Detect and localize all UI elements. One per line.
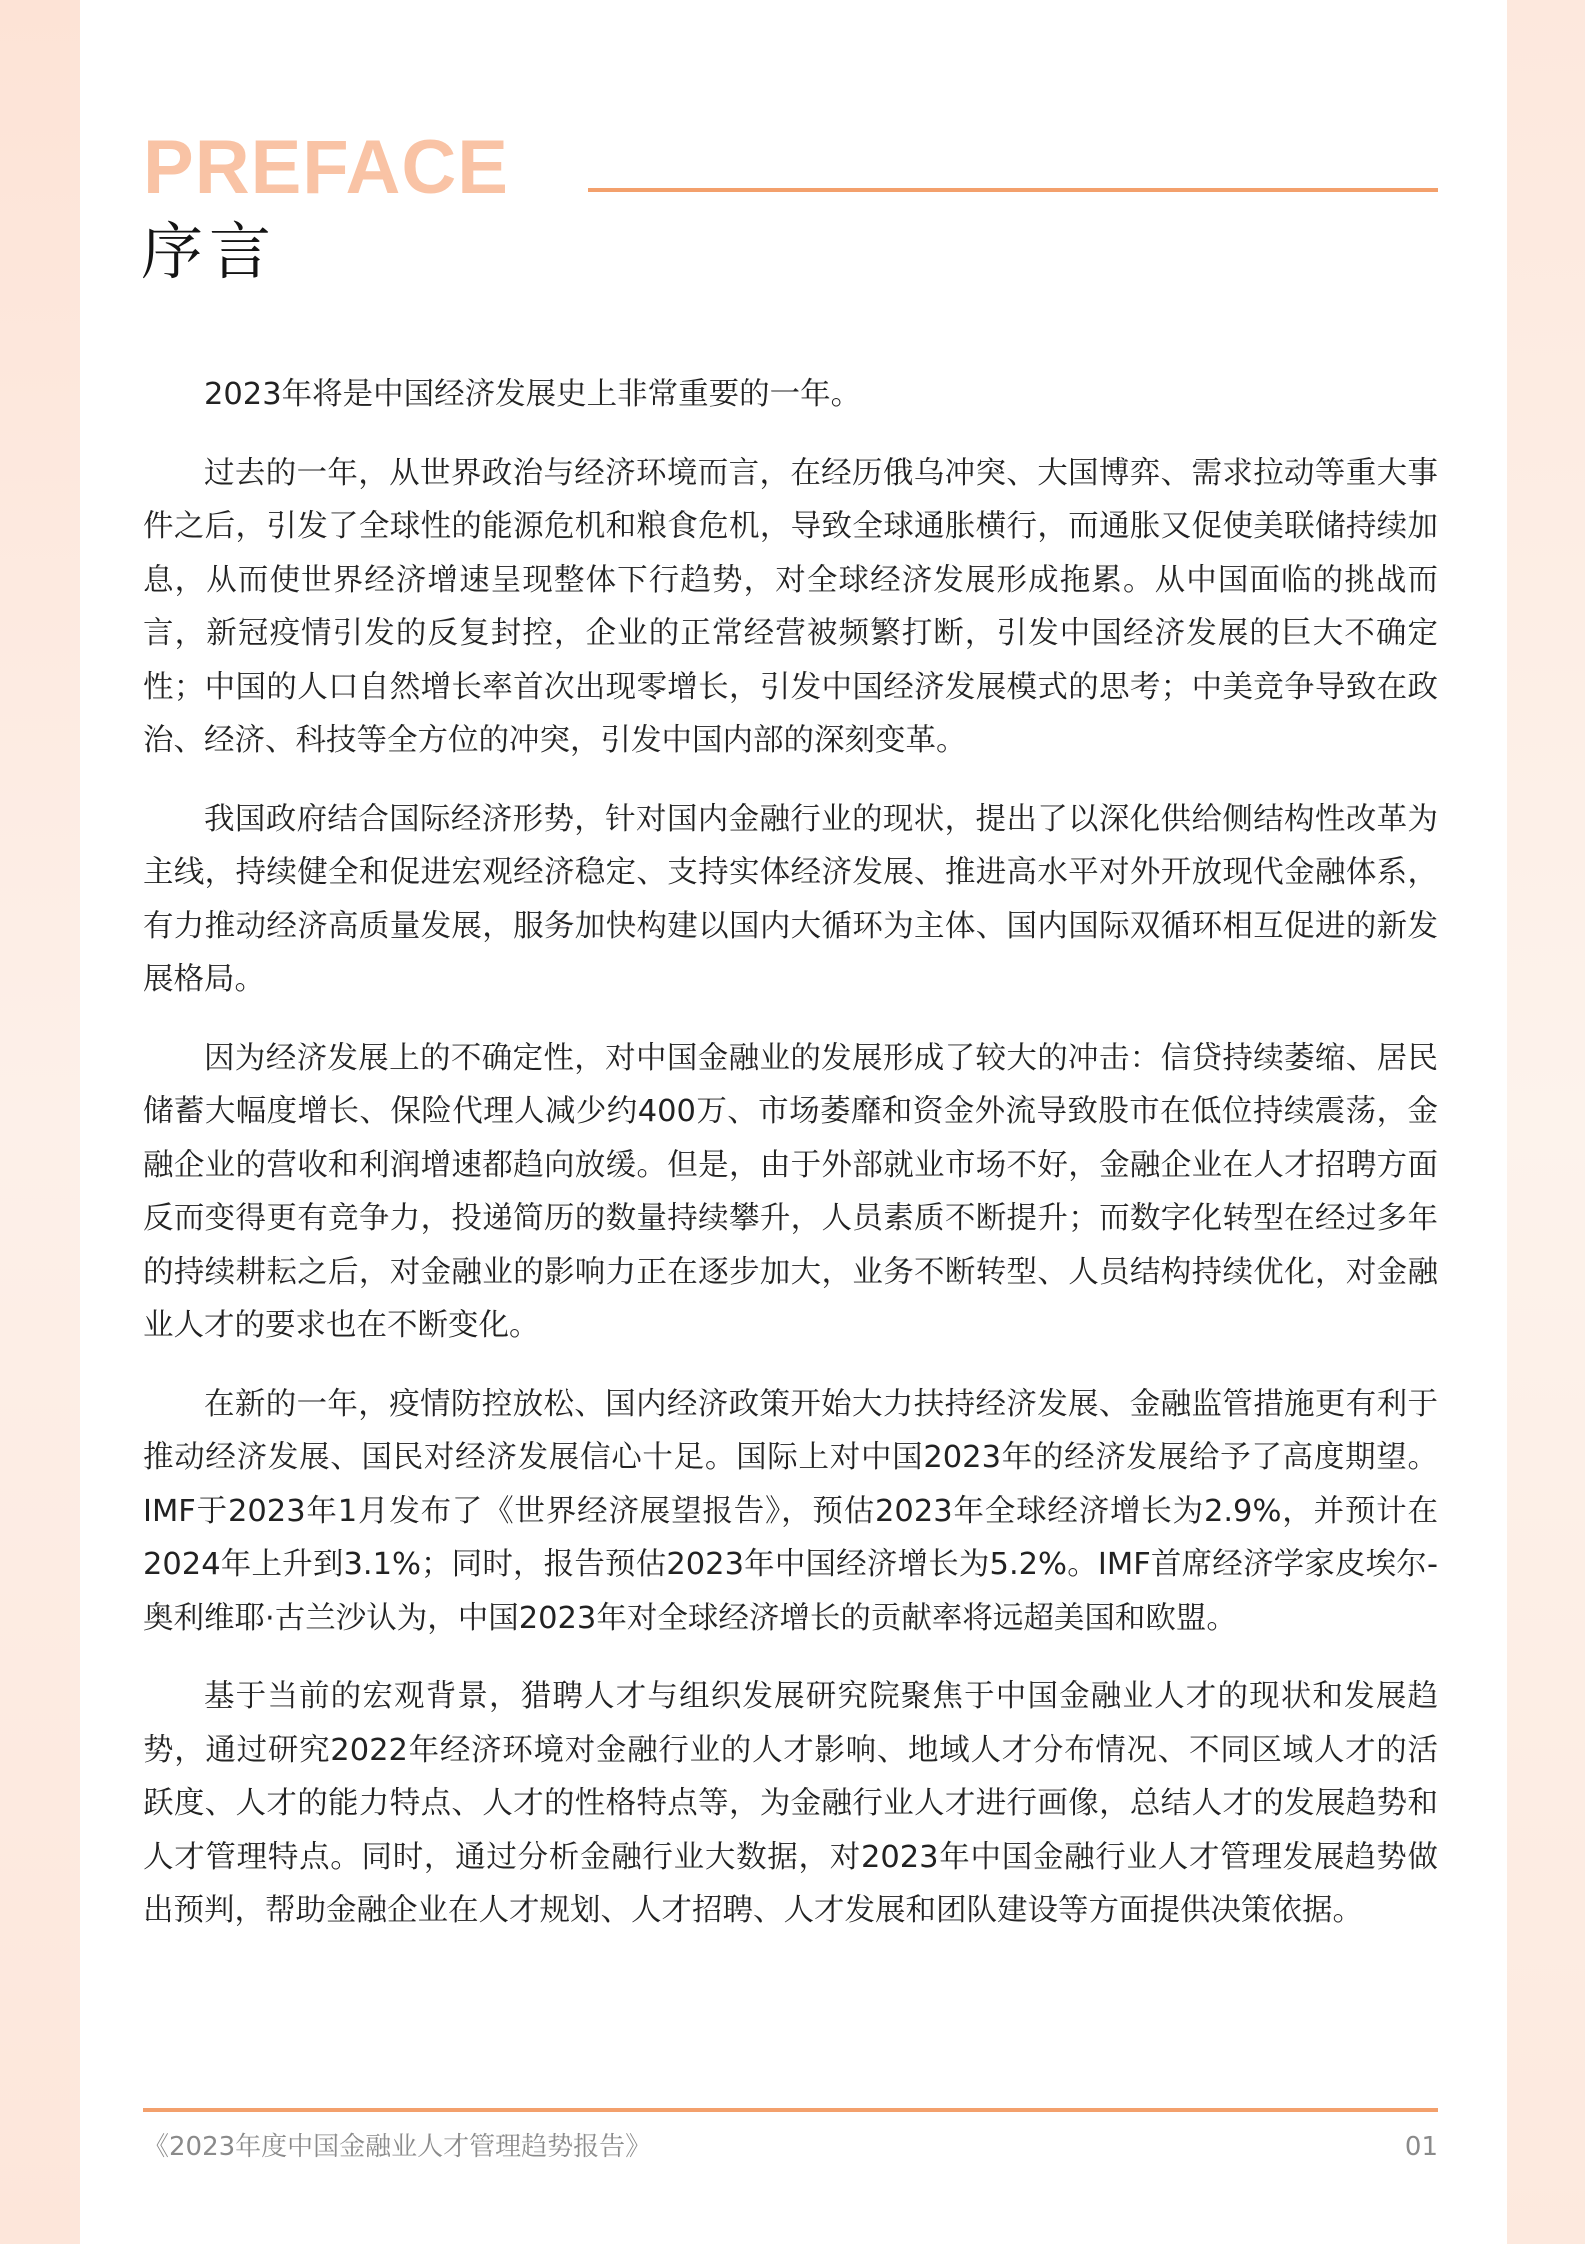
header-divider — [588, 188, 1438, 192]
right-decor-band — [1507, 0, 1585, 2244]
paragraph: 2023年将是中国经济发展史上非常重要的一年。 — [204, 377, 862, 412]
paragraph: 我国政府结合国际经济形势，针对国内金融行业的现状，提出了以深化供给侧结构性改革为主线，持续健全和促进宏观经济稳定、支持实体经济发展、推进高水平对外开放现代金融体系， 有力推动经济高质量发展，服务加快构建以国内大循环为主体、国内国际双循环相互促进的新发展格局。 — [143, 801, 1438, 997]
footer-divider — [143, 2108, 1438, 2112]
footer-report-title: 《2023年度中国金融业人才管理趋势报告》 — [143, 2132, 652, 2162]
preface-title-cn: 序言 — [141, 215, 278, 288]
paragraph: 基于当前的宏观背景，猎聘人才与组织发展研究院聚焦于中国金融业人才的现状和发展趋势，通过研究2022年经济环境对金融行业的人才影响、地域人才分布情况、不同区域人才的活跃度、人才的能力特点、人才的性格特点等，为金融行业人才进行画像，总结人才的发展趋势和人才管理特点。同时，通过分析金融行业大数据，对2023年中国金融行业人才管理发展趋势做出预判，帮助金融企业在人才规划、人才招聘、人才发展和团队建设等方面提供决策依据。 — [143, 1679, 1438, 1928]
paragraph: 在新的一年，疫情防控放松、国内经济政策开始大力扶持经济发展、金融监管措施更有利于推动经济发展、国民对经济发展信心十足。国际上对中国2023年的经济发展给予了高度期望。IMF于2023年1月发布了《世界经济展望报告》，预估2023年全球经济增长为2.9%，并预计在2024年上升到3.1%；同时，报告预估2023年中国经济增长为5.2%。IMF首席经济学家皮埃尔-奥利维耶·古兰沙认为，中国2023年对全球经济增长的贡献率将远超美国和欧盟。 — [143, 1386, 1438, 1636]
paragraph: 过去的一年，从世界政治与经济环境而言，在经历俄乌冲突、大国博弈、需求拉动等重大事件之后，引发了全球性的能源危机和粮食危机，导致全球通胀横行，而通胀又促使美联储持续加息，从而使世界经济增速呈现整体下行趋势，对全球经济发展形成拖累。从中国面临的挑战而言，新冠疫情引发的反复封控，企业的正常经营被频繁打断，引发中国经济发展的巨大不确定性；中国的人口自然增长率首次出现零增长，引发中国经济发展模式的思考；中美竞争导致在政治、经济、科技等全方位的冲突，引发中国内部的深刻变革。 — [143, 455, 1438, 758]
left-decor-band — [0, 0, 80, 2244]
preface-title-en: PREFACE — [143, 125, 509, 210]
paragraph: 因为经济发展上的不确定性，对中国金融业的发展形成了较大的冲击：信贷持续萎缩、居民储蓄大幅度增长、保险代理人减少约400万、市场萎靡和资金外流导致股市在低位持续震荡，金融企业的营收和利润增速都趋向放缓。但是，由于外部就业市场不好，金融企业在人才招聘方面反而变得更有竞争力，投递简历的数量持续攀升，人员素质不断提升；而数字化转型在经过多年的持续耕耘之后，对金融业的影响力正在逐步加大，业务不断转型、人员结构持续优化，对金融业人才的要求也在不断变化。 — [143, 1040, 1438, 1343]
preface-body — [143, 368, 1438, 1963]
page-number: 01 — [1404, 2132, 1438, 2162]
